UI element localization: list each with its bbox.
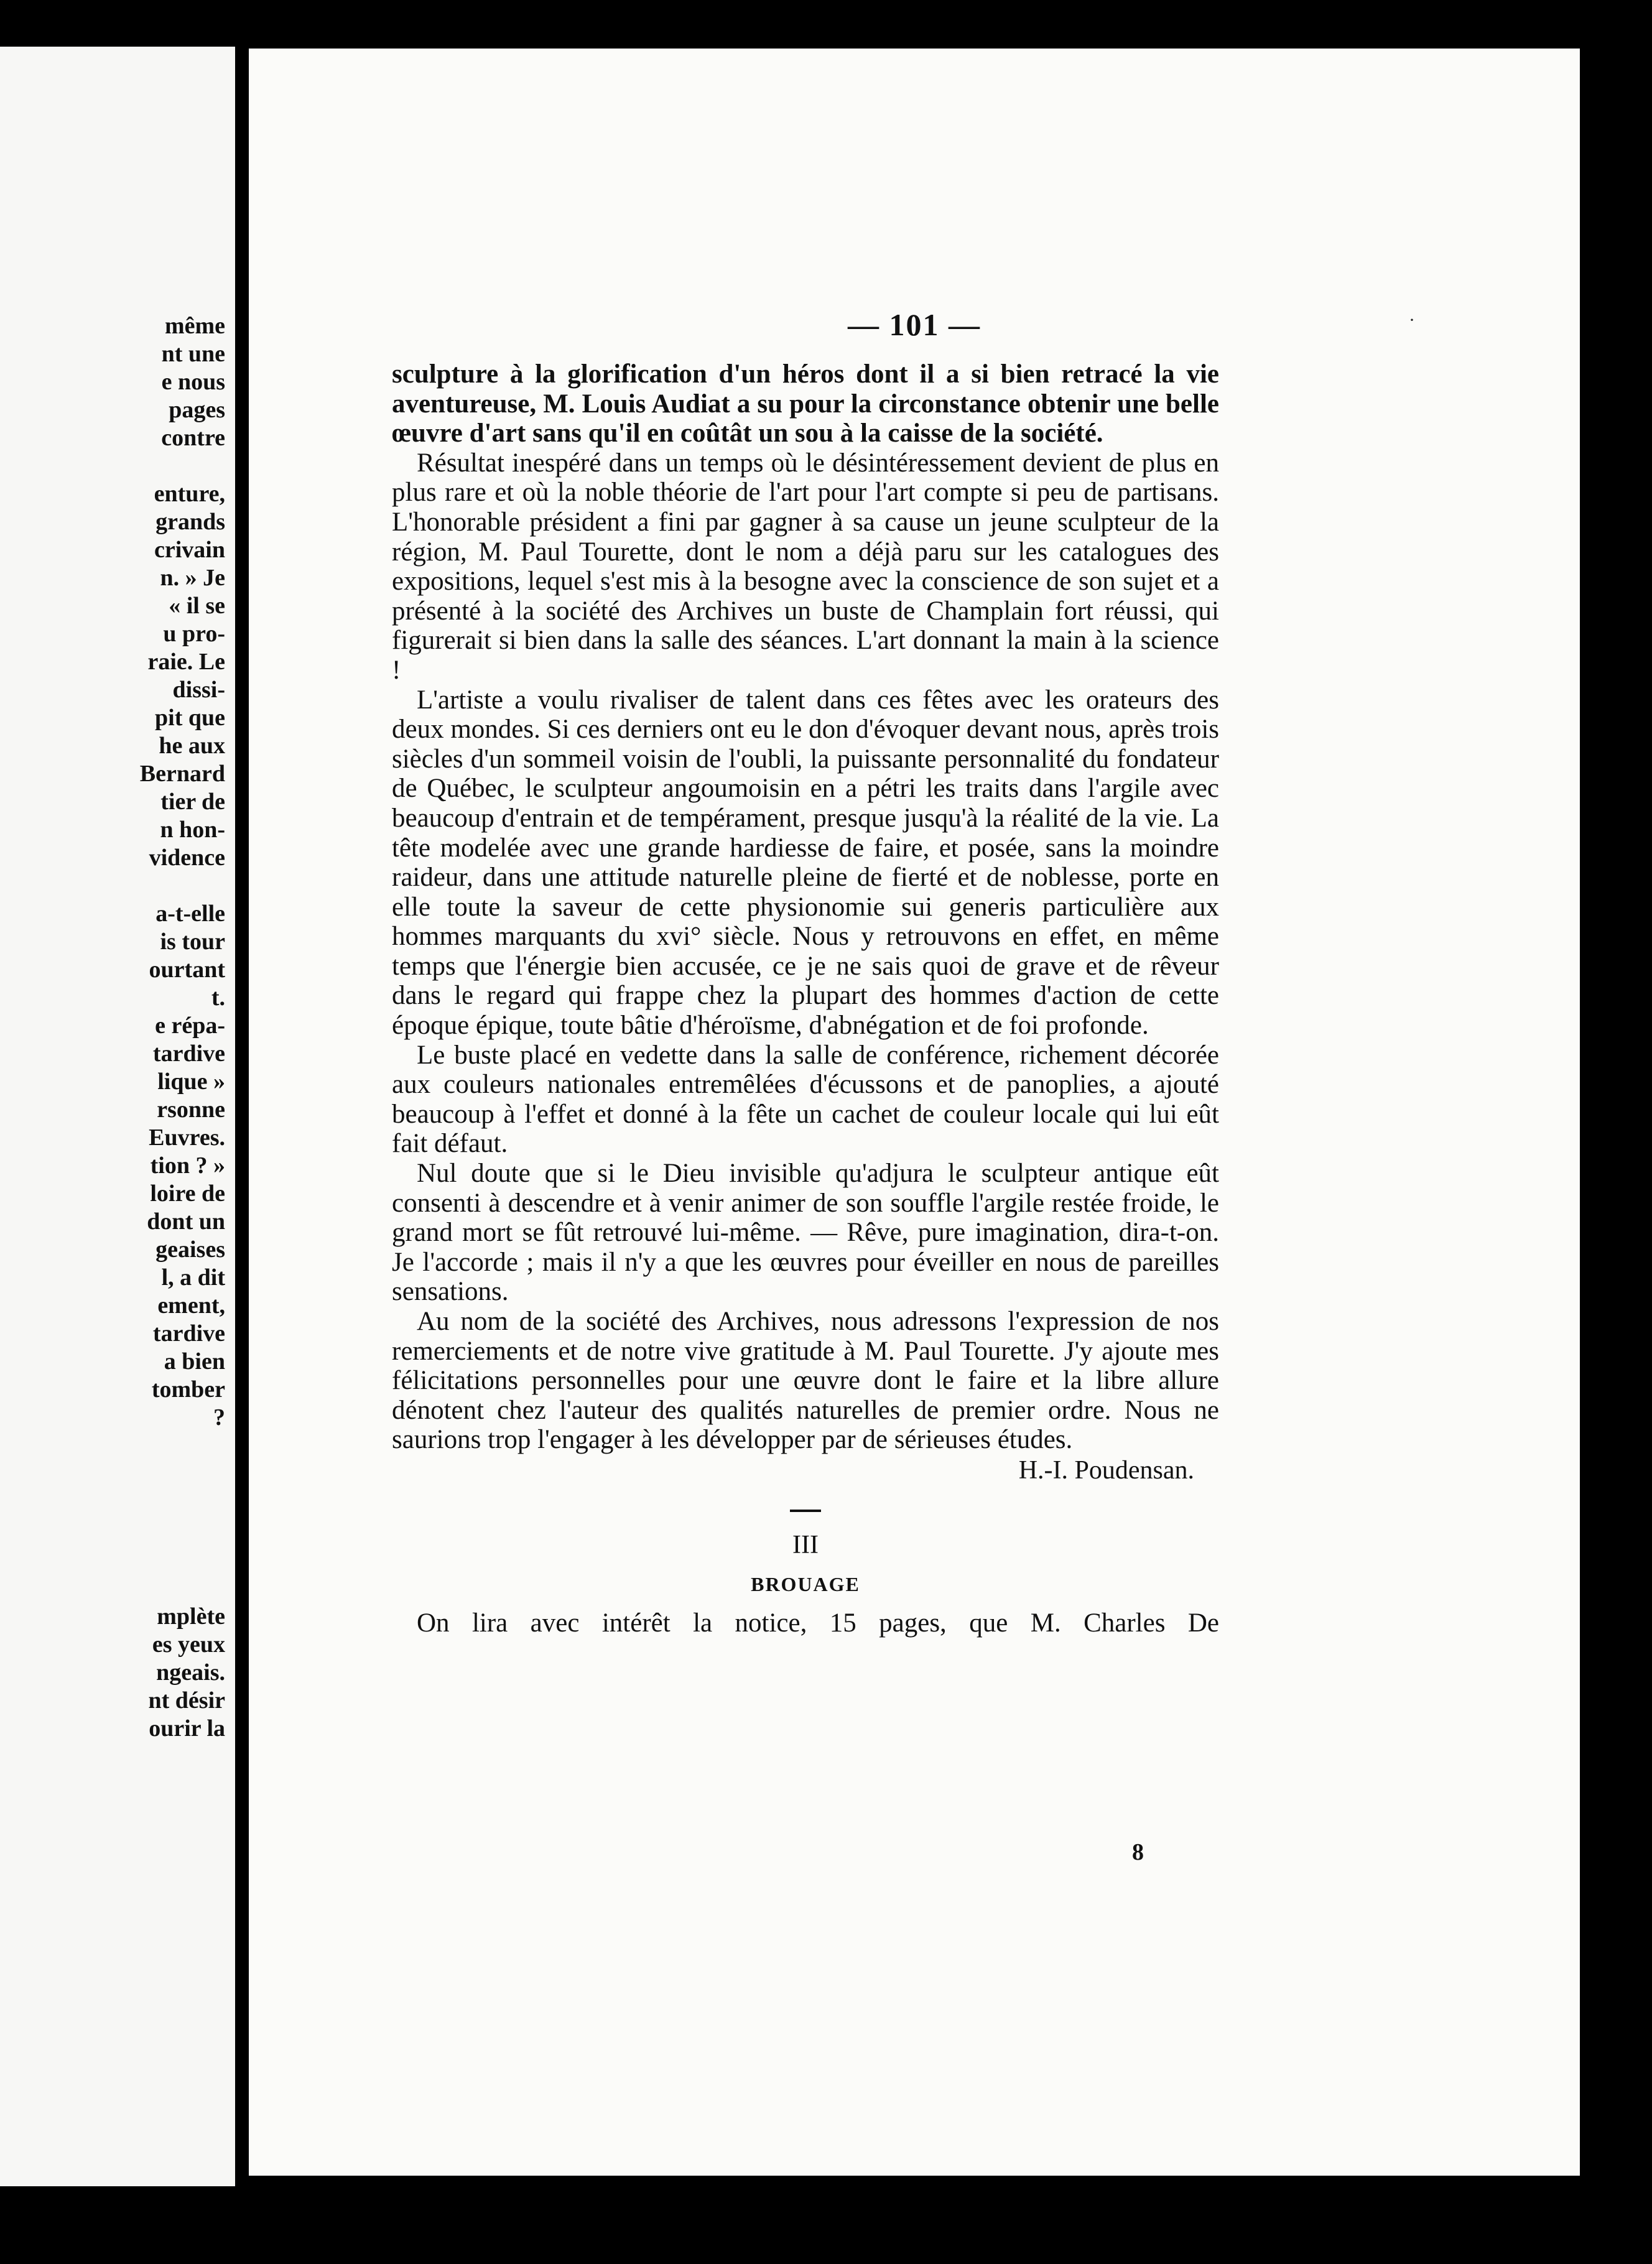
left-page-line: tomber <box>151 1376 225 1403</box>
paragraph-3: L'artiste a voulu rivaliser de talent dans ces fêtes avec les orateurs des deux mondes. Si ces derniers ont eu le don d'évoquer devant nous, après trois siècles d'un sommeil voisin de l'oubli, la puissante personnalité du fondateur de Québec, le sculpteur angoumoisin en a pétri les traits dans l'argile avec beaucoup d'entrain et de tempérament, presque jusqu'à la réalité de la vie. La tête modelée avec une grande hardiesse de faire, et posée, sans la moindre raideur, dans une attitude naturelle pleine de fierté et de noblesse, porte en elle toute la saveur de cette physionomie sui generis particulière aux hommes marquants du xvi° siècle. Nous y retrouvons en effet, en même temps que l'énergie bien accusée, ce je ne sais quoi de grave et de rêveur dans le regard qui frappe chez la plupart des hommes d'action de cette époque épique, toute bâtie d'héroïsme, d'abnégation et de foi profonde. <box>392 685 1219 1041</box>
left-page-line: même <box>164 313 225 339</box>
paragraph-4: Le buste placé en vedette dans la salle de conférence, richement décorée aux couleurs nationales entremêlées d'écussons et de panoplies, a ajouté beaucoup à l'effet et donné à la fête un cachet de couleur locale qui lui eût fait défaut. <box>392 1040 1219 1159</box>
left-page-line: ourtant <box>149 957 225 983</box>
left-page-line: tion ? » <box>150 1153 225 1179</box>
left-page-line: mplète <box>157 1603 225 1630</box>
paragraph-2: Résultat inespéré dans un temps où le désintéressement devient de plus en plus rare et où la noble théorie de l'art pour l'art compte si peu de partisans. L'honorable président a fini par gagner à sa cause un jeune sculpteur de la région, M. Paul Tourette, dont le nom a déjà paru sur les catalogues des expositions, lequel s'est mis à la besogne avec la conscience de son sujet et a présenté à la société des Archives un buste de Champlain fort réussi, qui figurerait si bien dans la salle des séances. L'art donnant la main à la science ! <box>392 448 1219 685</box>
left-page-line: loire de <box>150 1181 225 1207</box>
left-page-line: Euvres. <box>149 1125 225 1151</box>
stray-mark: · <box>1409 310 1415 330</box>
left-page-line: pit que <box>155 705 225 731</box>
paragraph-6: Au nom de la société des Archives, nous adressons l'expression de nos remerciements et de notre vive gratitude à M. Paul Tourette. J'y ajoute mes félicitations personnelles pour une œuvre dont le faire et la libre allure dénotent chez l'auteur des qualités naturelles de premier ordre. Nous ne saurions trop l'engager à les développer par de sérieuses études. <box>392 1307 1219 1455</box>
left-page-line: n. » Je <box>160 565 225 591</box>
left-page-line: nt une <box>161 341 225 367</box>
left-page-line: tardive <box>152 1320 225 1347</box>
page-number: — 101 — <box>848 307 981 342</box>
left-page-line: a bien <box>164 1348 225 1375</box>
left-page-fragment <box>0 47 235 2186</box>
left-page-line: raie. Le <box>147 649 225 675</box>
section-number: III <box>792 1530 819 1559</box>
left-page-line: dont un <box>147 1209 225 1235</box>
left-page-line: Bernard <box>139 761 225 787</box>
left-page-line: ngeais. <box>156 1659 225 1686</box>
left-page-line: « il se <box>169 593 225 619</box>
left-page-line: geaises <box>155 1236 225 1263</box>
left-page-line: ement, <box>157 1292 225 1319</box>
left-page-line: enture, <box>154 481 225 507</box>
paragraph-5: Nul doute que si le Dieu invisible qu'adjura le sculpteur antique eût consenti à descendre et à venir animer de son souffle l'argile restée froide, le grand mort se fût retrouvé lui-même. — Rêve, pure imagination, dira-t-on. Je l'accorde ; mais il n'y a que les œuvres pour éveiller en nous de pareilles sensations. <box>392 1159 1219 1307</box>
left-page-line: pages <box>169 397 225 423</box>
left-page-line: t. <box>211 985 225 1011</box>
left-page-line: e répa- <box>155 1013 225 1039</box>
left-page-line: rsonne <box>157 1097 225 1123</box>
left-page-line: is tour <box>160 929 225 955</box>
left-page-line: contre <box>161 425 225 451</box>
paragraph-continued: On lira avec intérêt la notice, 15 pages, que M. Charles De <box>417 1608 1219 1638</box>
left-page-line: vidence <box>149 845 225 871</box>
left-page-line: ? <box>213 1404 225 1431</box>
left-page-line: tardive <box>152 1041 225 1067</box>
left-page-line: tier de <box>160 789 225 815</box>
paragraph-1: sculpture à la glorification d'un héros dont il a si bien retracé la vie aventureuse, M. Louis Audiat a su pour la circonstance obtenir une belle œuvre d'art sans qu'il en coûtât un sou à la caisse de la société. <box>392 360 1219 448</box>
author-signature: H.-I. Poudensan. <box>1018 1455 1194 1485</box>
left-page-line: dissi- <box>172 677 225 703</box>
left-page-line: lique » <box>157 1069 225 1095</box>
left-page-line: ourir la <box>149 1715 225 1742</box>
left-page-line: u pro- <box>163 621 225 647</box>
right-page <box>249 49 1580 2176</box>
body-text <box>392 360 1219 1638</box>
left-page-line: crivain <box>154 537 225 563</box>
left-page-line: he aux <box>159 733 225 759</box>
left-page-line: l, a dit <box>161 1264 225 1291</box>
signature-mark: 8 <box>1132 1839 1144 1865</box>
left-page-line: a-t-elle <box>155 901 225 927</box>
left-page-line: es yeux <box>152 1631 225 1658</box>
left-page-line: nt désir <box>148 1687 225 1714</box>
left-page-line: n hon- <box>160 817 225 843</box>
section-title: BROUAGE <box>751 1573 860 1596</box>
left-page-line: grands <box>155 509 225 535</box>
section-divider <box>790 1510 821 1512</box>
left-page-line: e nous <box>161 369 225 395</box>
